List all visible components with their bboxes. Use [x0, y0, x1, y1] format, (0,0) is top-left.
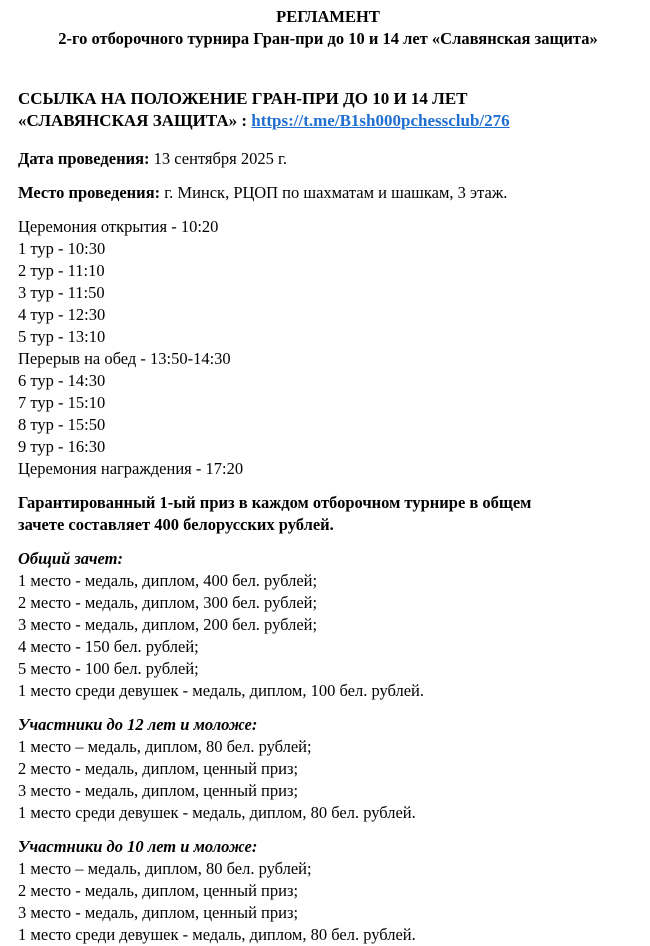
- prize-row: 4 место - 150 бел. рублей;: [18, 637, 199, 656]
- event-place: [18, 182, 638, 204]
- schedule-item: Церемония награждения - 17:20: [18, 459, 244, 478]
- link-label-line2-wrapper: [18, 110, 638, 132]
- prize-row: 1 место среди девушек - медаль, диплом, 80 бел. рублей.: [18, 803, 416, 822]
- prize-row: 3 место - медаль, диплом, ценный приз;: [18, 903, 299, 922]
- schedule-item: 9 тур - 16:30: [18, 437, 106, 456]
- document-page: [18, 6, 638, 946]
- document-title: РЕГЛАМЕНТ: [276, 7, 380, 26]
- schedule-item: 1 тур - 10:30: [18, 239, 106, 258]
- guaranteed-prize-note: [18, 492, 638, 536]
- guarantee-line2: зачете составляет 400 белорусских рублей.: [18, 515, 334, 534]
- prize-row: 2 место - медаль, диплом, ценный приз;: [18, 881, 299, 900]
- prize-group-under-12: [18, 714, 638, 824]
- prize-group-heading: Участники до 12 лет и моложе:: [18, 715, 258, 734]
- date-value: 13 сентября 2025 г.: [149, 149, 288, 168]
- schedule-item: 4 тур - 12:30: [18, 305, 106, 324]
- schedule-item: 6 тур - 14:30: [18, 371, 106, 390]
- prize-row: 1 место - медаль, диплом, 400 бел. рублей;: [18, 571, 318, 590]
- schedule-item: 2 тур - 11:10: [18, 261, 105, 280]
- prize-group-heading: Общий зачет:: [18, 549, 123, 568]
- link-label-line2: «СЛАВЯНСКАЯ ЗАЩИТА» :: [18, 111, 252, 130]
- prize-row: 1 место – медаль, диплом, 80 бел. рублей;: [18, 737, 312, 756]
- prize-group-overall: [18, 548, 638, 702]
- place-label: Место проведения:: [18, 183, 161, 202]
- regulation-link[interactable]: https://t.me/B1sh000pchessclub/276: [251, 111, 510, 130]
- prize-row: 1 место среди девушек - медаль, диплом, 100 бел. рублей.: [18, 681, 425, 700]
- document-subtitle: 2-го отборочного турнира Гран-при до 10 и 14 лет «Славянская защита»: [58, 29, 598, 48]
- prize-row: 3 место - медаль, диплом, 200 бел. рублей;: [18, 615, 318, 634]
- event-date: [18, 148, 638, 170]
- place-value: г. Минск, РЦОП по шахматам и шашкам, 3 этаж.: [160, 183, 508, 202]
- prize-row: 2 место - медаль, диплом, ценный приз;: [18, 759, 299, 778]
- schedule-item: Церемония открытия - 10:20: [18, 217, 219, 236]
- schedule-item: 7 тур - 15:10: [18, 393, 106, 412]
- schedule-item: 3 тур - 11:50: [18, 283, 105, 302]
- regulation-link-section: [18, 88, 638, 132]
- prize-row: 3 место - медаль, диплом, ценный приз;: [18, 781, 299, 800]
- prize-group-heading: Участники до 10 лет и моложе:: [18, 837, 258, 856]
- prize-row: 2 место - медаль, диплом, 300 бел. рублей;: [18, 593, 318, 612]
- schedule-item: 5 тур - 13:10: [18, 327, 106, 346]
- prize-row: 1 место – медаль, диплом, 80 бел. рублей;: [18, 859, 312, 878]
- date-label: Дата проведения:: [18, 149, 150, 168]
- schedule-item: Перерыв на обед - 13:50-14:30: [18, 349, 231, 368]
- prize-row: 1 место среди девушек - медаль, диплом, 80 бел. рублей.: [18, 925, 416, 944]
- link-label-line1: ССЫЛКА НА ПОЛОЖЕНИЕ ГРАН-ПРИ ДО 10 И 14 ЛЕТ: [18, 89, 468, 108]
- schedule-list: [18, 216, 638, 480]
- schedule-item: 8 тур - 15:50: [18, 415, 106, 434]
- prize-row: 5 место - 100 бел. рублей;: [18, 659, 199, 678]
- guarantee-line1: Гарантированный 1-ый приз в каждом отборочном турнире в общем: [18, 493, 532, 512]
